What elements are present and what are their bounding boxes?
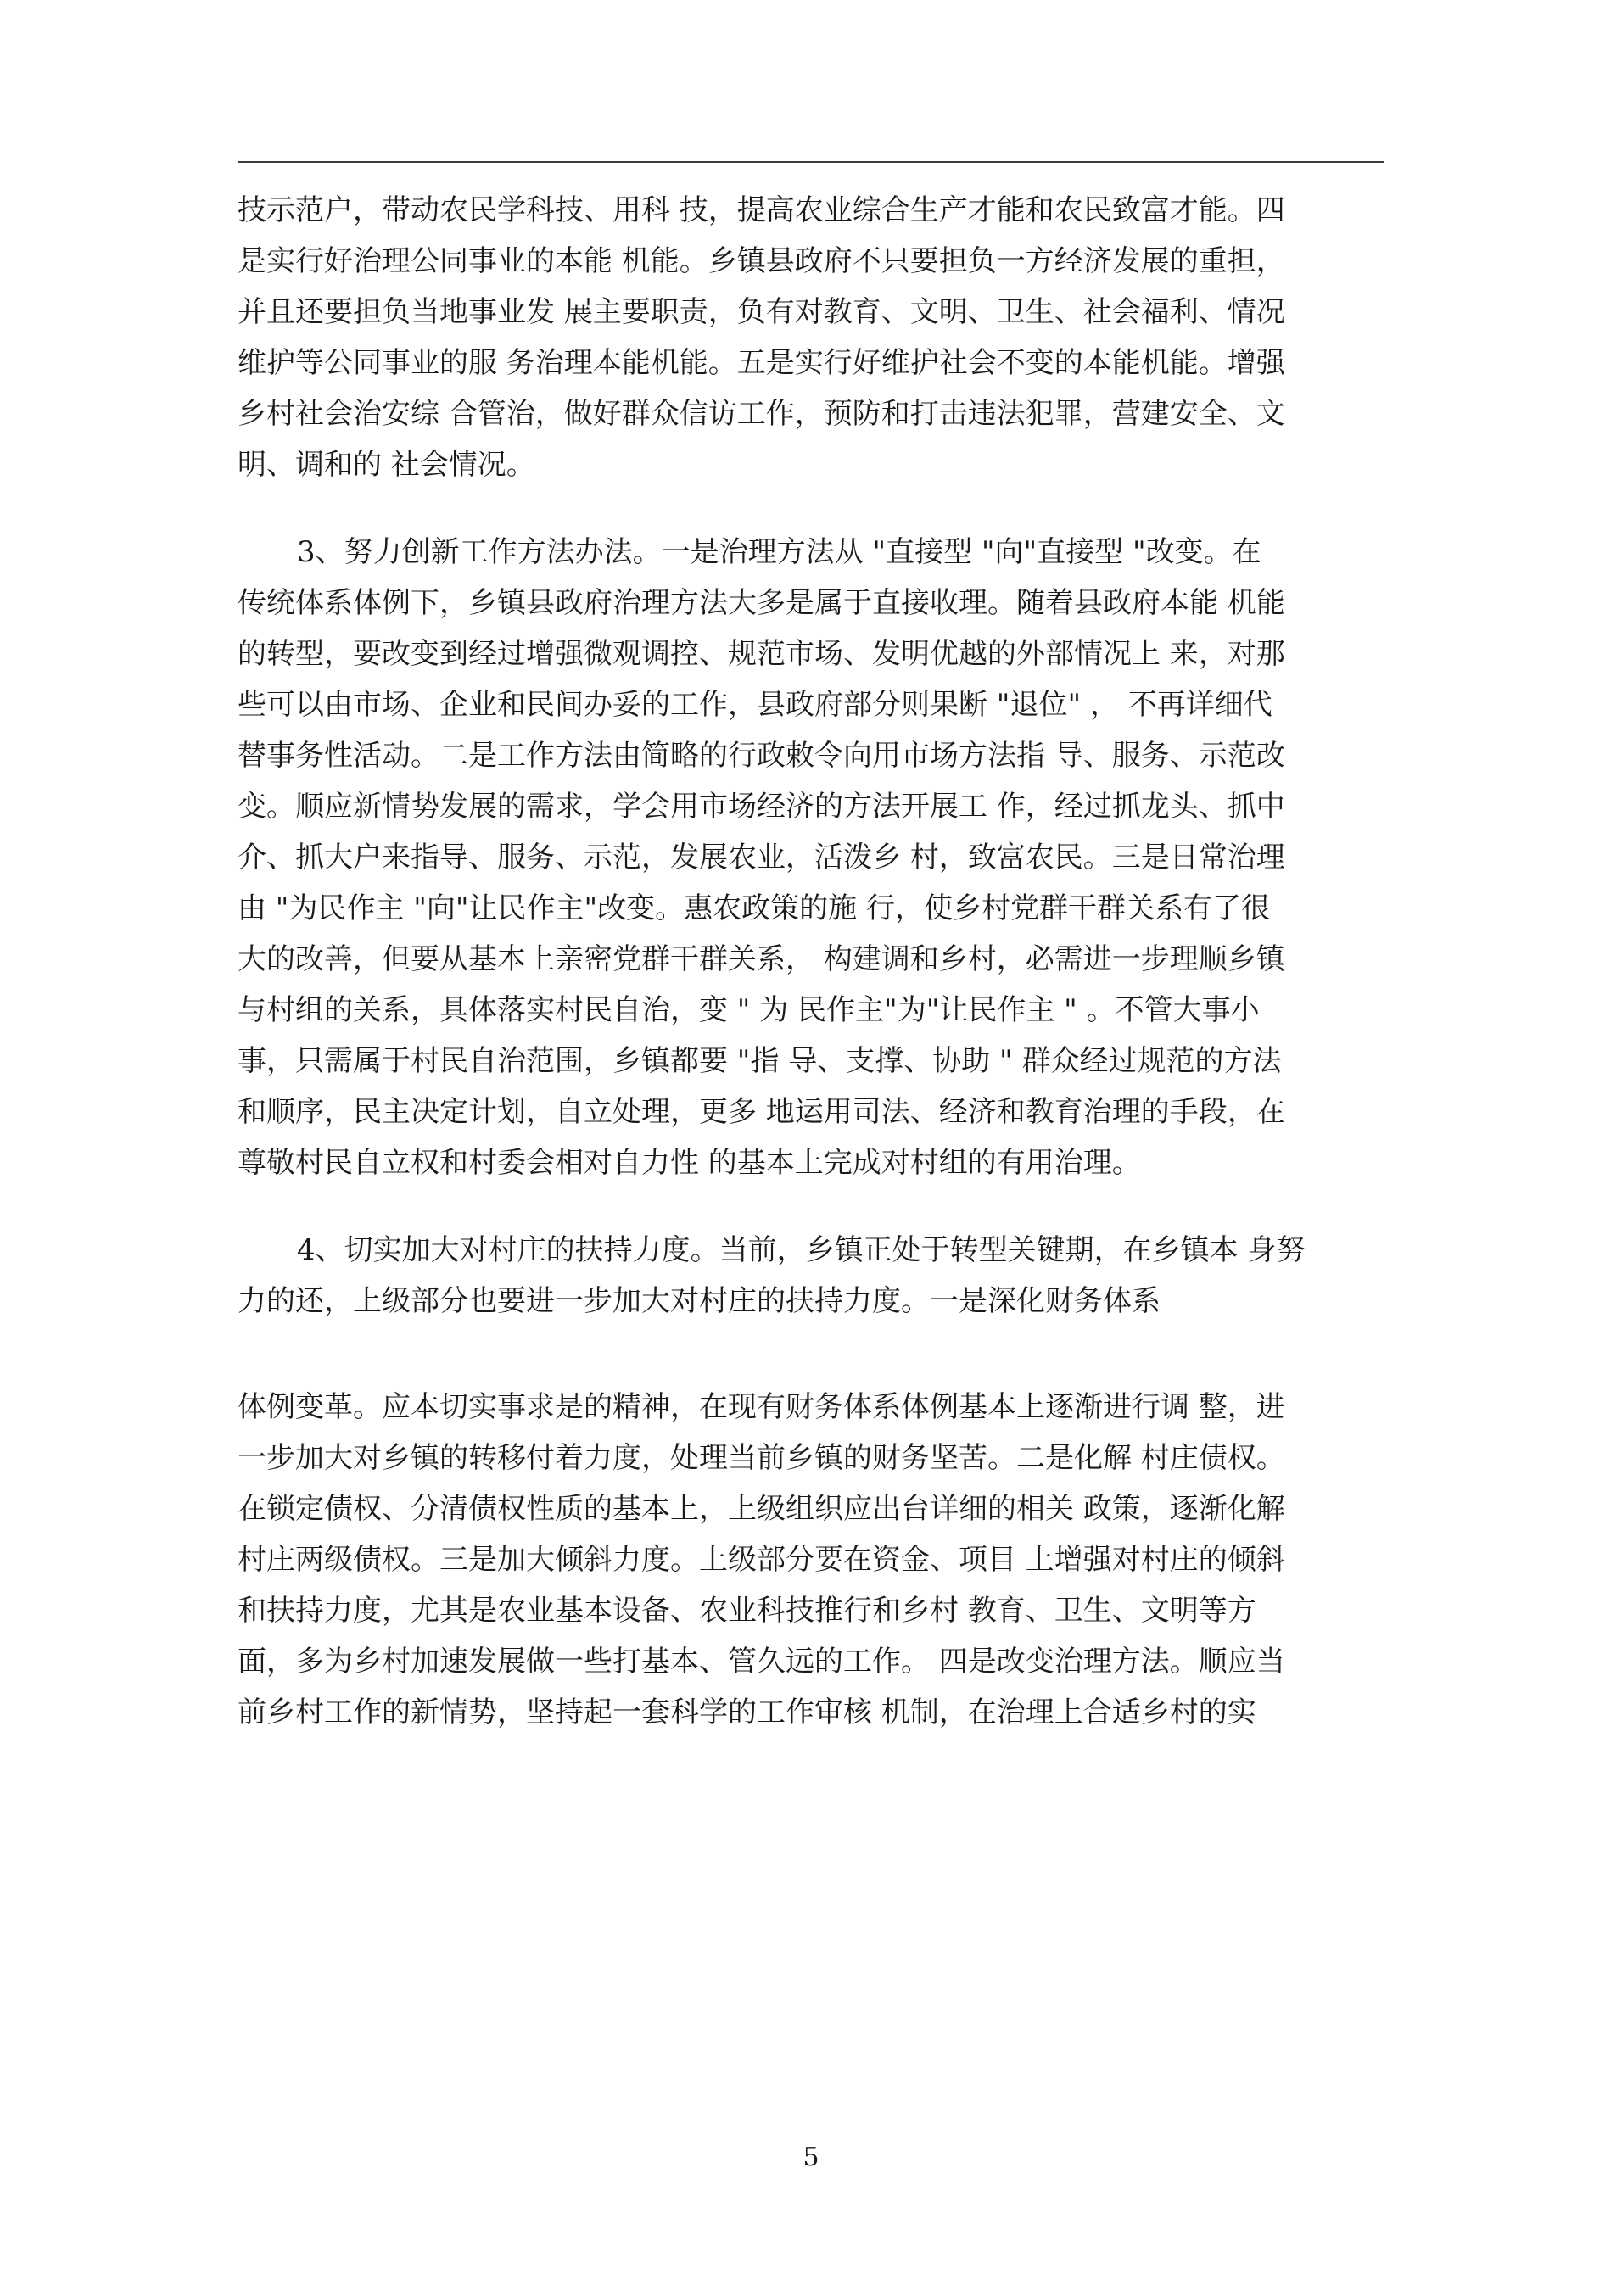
text-line: 一步加大对乡镇的转移付着力度，处理当前乡镇的财务坚苦。二是化解 村庄债权。 — [238, 1441, 1285, 1475]
text-line: 和扶持力度，尤其是农业基本设备、农业科技推行和乡村 教育、卫生、文明等方 — [238, 1594, 1256, 1628]
text-line: 维护等公同事业的服 务治理本能机能。五是实行好维护社会不变的本能机能。增强 — [238, 346, 1285, 380]
paragraph-section-4 — [238, 1225, 1384, 1327]
text-line: 村庄两级债权。三是加大倾斜力度。上级部分要在资金、项目 上增强对村庄的倾斜 — [238, 1543, 1285, 1577]
text-line: 介、抓大户来指导、服务、示范，发展农业，活泼乡 村，致富农民。三是日常治理 — [238, 841, 1285, 874]
text-line: 些可以由市场、企业和民间办妥的工作，县政府部分则果断 "退位" ， 不再详细代 — [238, 688, 1272, 722]
text-line: 的转型，要改变到经过增强微观调控、规范市场、发明优越的外部情况上 来，对那 — [238, 637, 1285, 671]
text-line: 是实行好治理公同事业的本能 机能。乡镇县政府不只要担负一方经济发展的重担， — [238, 244, 1285, 278]
text-line: 乡村社会治安综 合管治，做好群众信访工作，预防和打击违法犯罪，营建安全、文 — [238, 397, 1285, 431]
text-line: 技示范户，带动农民学科技、用科 技，提高农业综合生产才能和农民致富才能。四 — [238, 193, 1285, 227]
text-line: 由 "为民作主 "向"让民作主"改变。惠农政策的施 行，使乡村党群干群关系有了很 — [238, 891, 1270, 925]
text-line: 3、努力创新工作方法办法。一是治理方法从 "直接型 "向"直接型 "改变。在 — [297, 535, 1261, 569]
paragraph-section-3 — [238, 527, 1384, 1188]
text-line: 变。顺应新情势发展的需求，学会用市场经济的方法开展工 作，经过抓龙头、抓中 — [238, 790, 1285, 824]
text-line: 在锁定债权、分清债权性质的基本上，上级组织应出台详细的相关 政策，逐渐化解 — [238, 1492, 1285, 1526]
text-line: 面，多为乡村加速发展做一些打基本、管久远的工作。 四是改变治理方法。顺应当 — [238, 1645, 1285, 1679]
text-line: 传统体系体例下，乡镇县政府治理方法大多是属于直接收理。随着县政府本能 机能 — [238, 586, 1285, 620]
text-line: 力的还，上级部分也要进一步加大对村庄的扶持力度。一是深化财务体系 — [238, 1284, 1161, 1318]
text-line: 事，只需属于村民自治范围，乡镇都要 "指 导、支撑、协助 " 群众经过规范的方法 — [238, 1044, 1282, 1078]
text-line: 4、切实加大对村庄的扶持力度。当前，乡镇正处于转型关键期，在乡镇本 身努 — [297, 1233, 1306, 1267]
text-line: 大的改善，但要从基本上亲密党群干群关系， 构建调和乡村，必需进一步理顺乡镇 — [238, 942, 1285, 976]
text-line: 明、调和的 社会情况。 — [238, 448, 535, 482]
text-line: 尊敬村民自立权和村委会相对自力性 的基本上完成对村组的有用治理。 — [238, 1146, 1141, 1180]
page-number: 5 — [803, 2142, 819, 2172]
text-line: 替事务性活动。二是工作方法由简略的行政敕令向用市场方法指 导、服务、示范改 — [238, 739, 1285, 773]
text-line: 前乡村工作的新情势，坚持起一套科学的工作审核 机制，在治理上合适乡村的实 — [238, 1695, 1256, 1729]
paragraph-gap — [238, 490, 1384, 527]
text-line: 与村组的关系，具体落实村民自治，变 " 为 民作主"为"让民作主 " 。不管大事小 — [238, 993, 1260, 1027]
paragraph-gap — [238, 1188, 1384, 1225]
paragraph-continuation — [238, 185, 1384, 490]
text-line: 体例变革。应本切实事求是的精神，在现有财务体系体例基本上逐渐进行调 整，进 — [238, 1390, 1285, 1424]
paragraph-section-4-continued — [238, 1382, 1384, 1738]
text-line: 和顺序，民主决定计划，自立处理，更多 地运用司法、经济和教育治理的手段，在 — [238, 1095, 1285, 1129]
document-body — [238, 185, 1384, 1738]
header-rule — [238, 161, 1384, 163]
paragraph-gap — [238, 1327, 1384, 1382]
text-line: 并且还要担负当地事业发 展主要职责，负有对教育、文明、卫生、社会福利、情况 — [238, 295, 1285, 329]
